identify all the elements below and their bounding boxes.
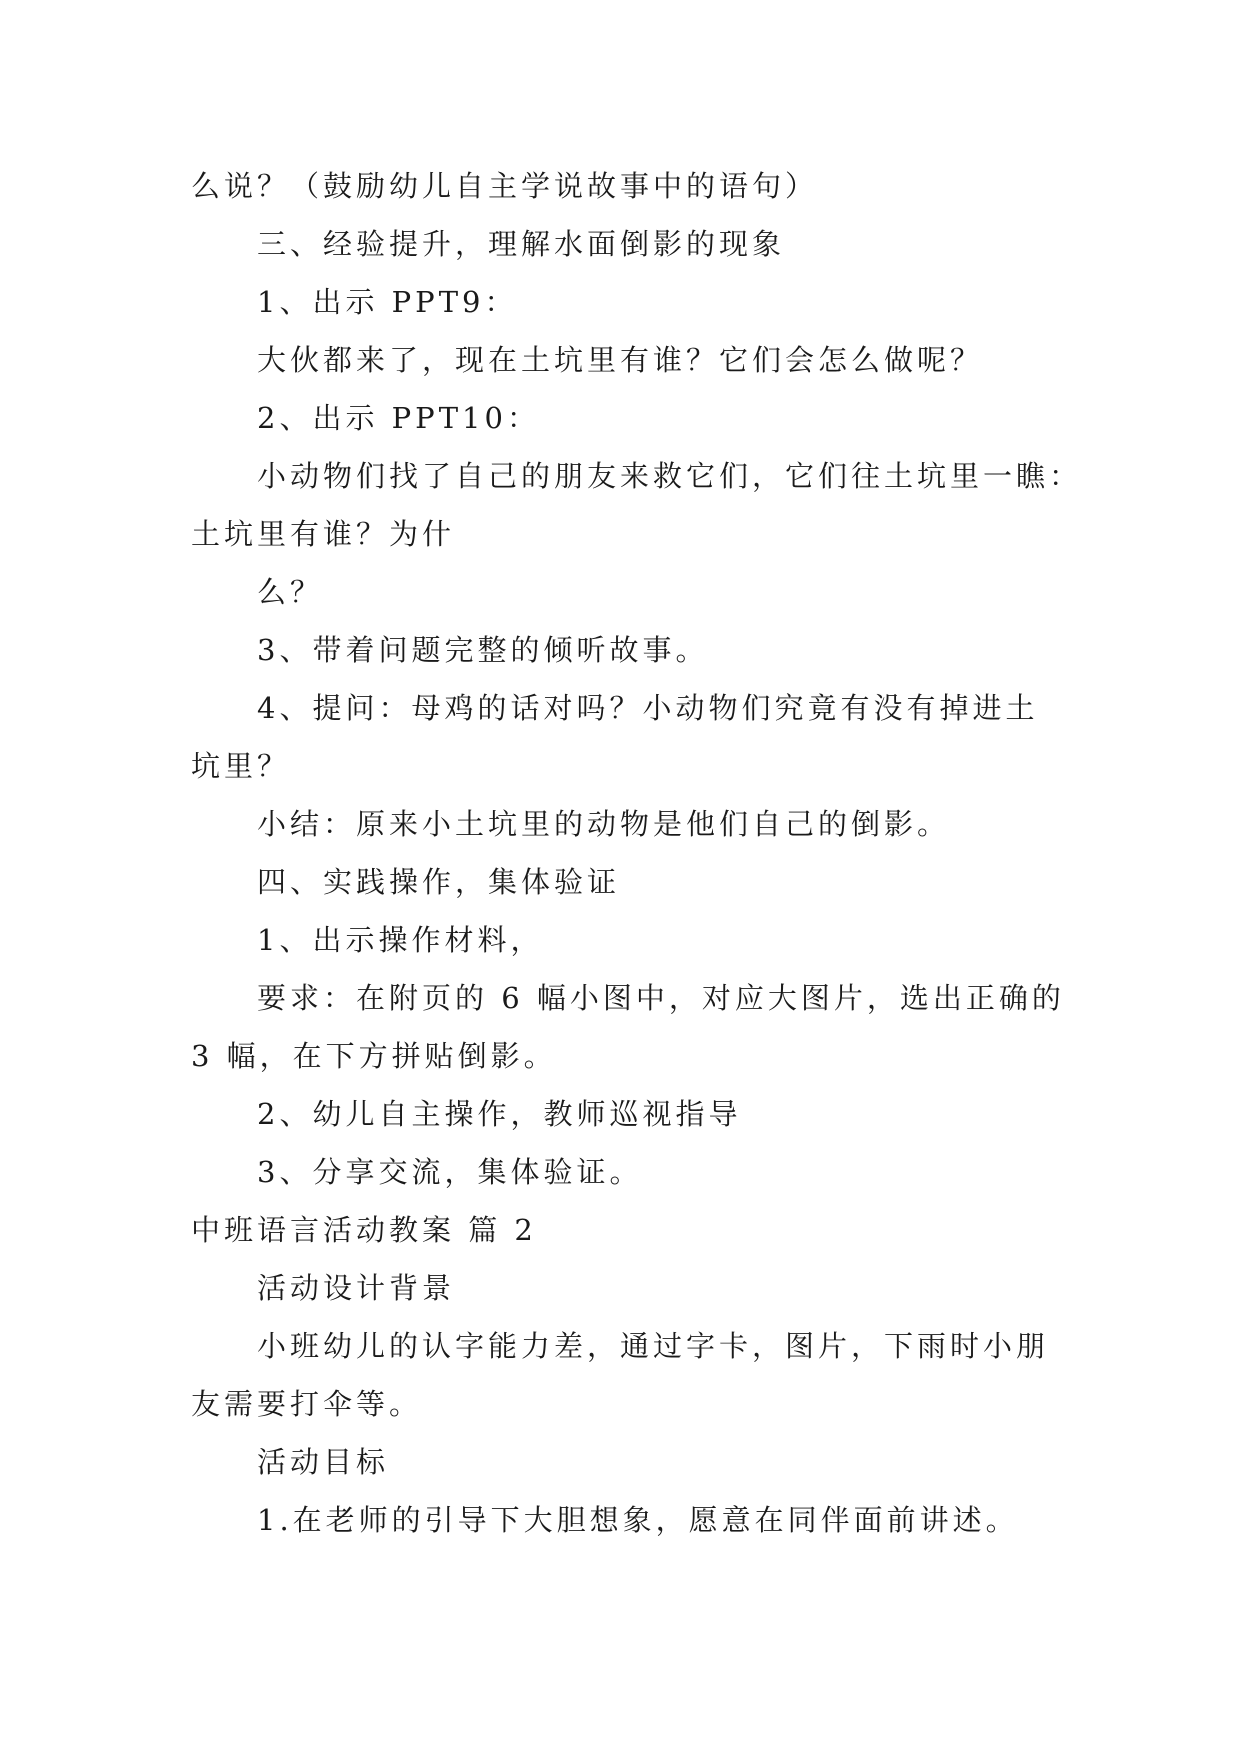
text-line: 1.在老师的引导下大胆想象，愿意在同伴面前讲述。 <box>257 1503 1019 1537</box>
section-heading: 三、经验提升，理解水面倒影的现象 <box>257 227 786 261</box>
text-line: 要求：在附页的 6 幅小图中，对应大图片，选出正确的 <box>257 981 1065 1015</box>
section-heading: 四、实践操作，集体验证 <box>257 865 621 899</box>
text-line: 小动物们找了自己的朋友来救它们，它们往土坑里一瞧： <box>257 459 1083 493</box>
text-line: 3 幅，在下方拼贴倒影。 <box>191 1039 557 1073</box>
text-line: 小班幼儿的认字能力差，通过字卡，图片，下雨时小朋 <box>257 1329 1050 1363</box>
text-line: 1、出示操作材料， <box>257 923 544 957</box>
text-line: 友需要打伞等。 <box>191 1387 423 1421</box>
text-line: 1、出示 PPT9： <box>257 285 518 319</box>
text-line: 么？ <box>257 575 324 609</box>
text-line: 土坑里有谁？为什 <box>191 517 456 551</box>
text-line: 3、分享交流，集体验证。 <box>257 1155 643 1189</box>
section-heading: 活动设计背景 <box>257 1271 456 1305</box>
text-line: 小结：原来小土坑里的动物是他们自己的倒影。 <box>257 807 951 841</box>
text-line: 么说？（鼓励幼儿自主学说故事中的语句） <box>191 169 819 203</box>
text-line: 大伙都来了，现在土坑里有谁？它们会怎么做呢？ <box>257 343 984 377</box>
text-line: 2、出示 PPT10： <box>257 401 540 435</box>
text-line: 2、幼儿自主操作，教师巡视指导 <box>257 1097 742 1131</box>
text-line: 4、提问：母鸡的话对吗？小动物们究竟有没有掉进土 <box>257 691 1039 725</box>
text-line: 坑里？ <box>191 749 291 783</box>
section-heading: 活动目标 <box>257 1445 390 1479</box>
document-title: 中班语言活动教案 篇 2 <box>191 1213 537 1247</box>
text-line: 3、带着问题完整的倾听故事。 <box>257 633 709 667</box>
